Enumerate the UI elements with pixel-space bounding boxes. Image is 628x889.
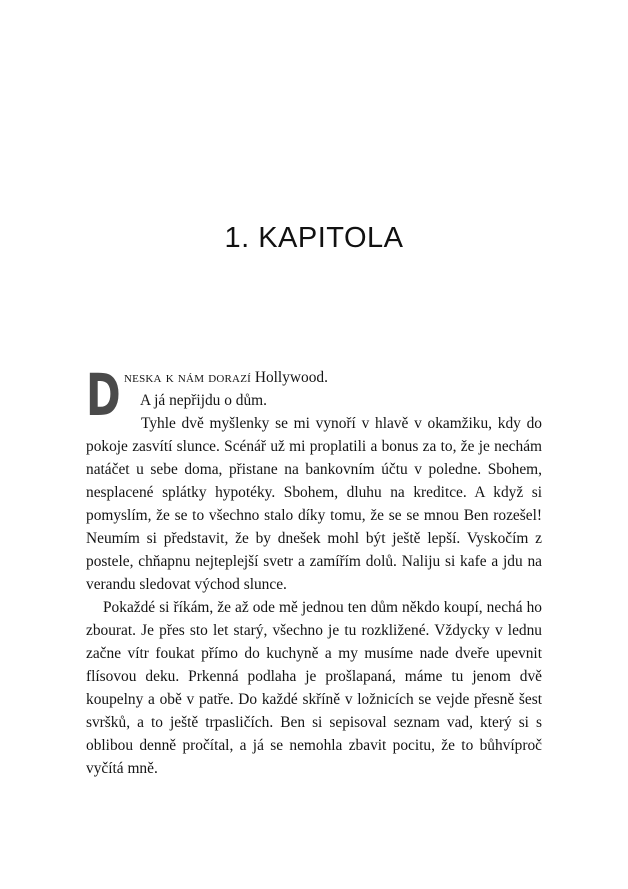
chapter-body (86, 361, 542, 780)
paragraph-4: Pokaždé si říkám, že až ode mě jednou ten dům někdo koupí, nechá ho zbourat. Je přes sto let starý, všechno je tu rozkližené. Vždycky v lednu začne vítr foukat přímo do kuchyně a my musíme nade dveře upevnit flísovou deku. Prkenná podlaha je prošlapaná, máme tu jenom dvě koupelny a obě v patře. Do každé skříně v ložnicích se vejde přesně šest svršků, a to ještě trpasličích. Ben si sepisoval seznam vad, který si s oblibou denně pročítal, a já se nemohla zbavit pocitu, že to bůhvíproč vyčítá mně. (86, 599, 542, 777)
lead-in-smallcaps: neska k nám dorazí (124, 369, 251, 386)
chapter-title: 1. KAPITOLA (224, 222, 404, 254)
paragraph-2: A já nepřijdu o dům. (140, 392, 267, 409)
opening-line-rest: Hollywood. (250, 369, 328, 386)
paragraph-3: Tyhle dvě myšlenky se mi vynoří v hlavě v okamžiku, kdy do pokoje zasvítí slunce. Scénář už mi proplatili a bonus za to, že je nechám natáčet u sebe doma, přistane na bankovním účtu v poledne. Sbohem, nesplacené splátky hypotéky. Sbohem, dluhu na kreditce. A když si pomyslím, že se to všechno stalo díky tomu, že se se mnou Ben rozešel! Neumím si představit, že by dnešek mohl být ještě lepší. Vyskočím z postele, chňapnu nejteplejší svetr a zamířím dolů. Naliju si kafe a jdu na verandu sledovat východ slunce. (86, 415, 542, 593)
drop-cap: D (86, 361, 121, 429)
